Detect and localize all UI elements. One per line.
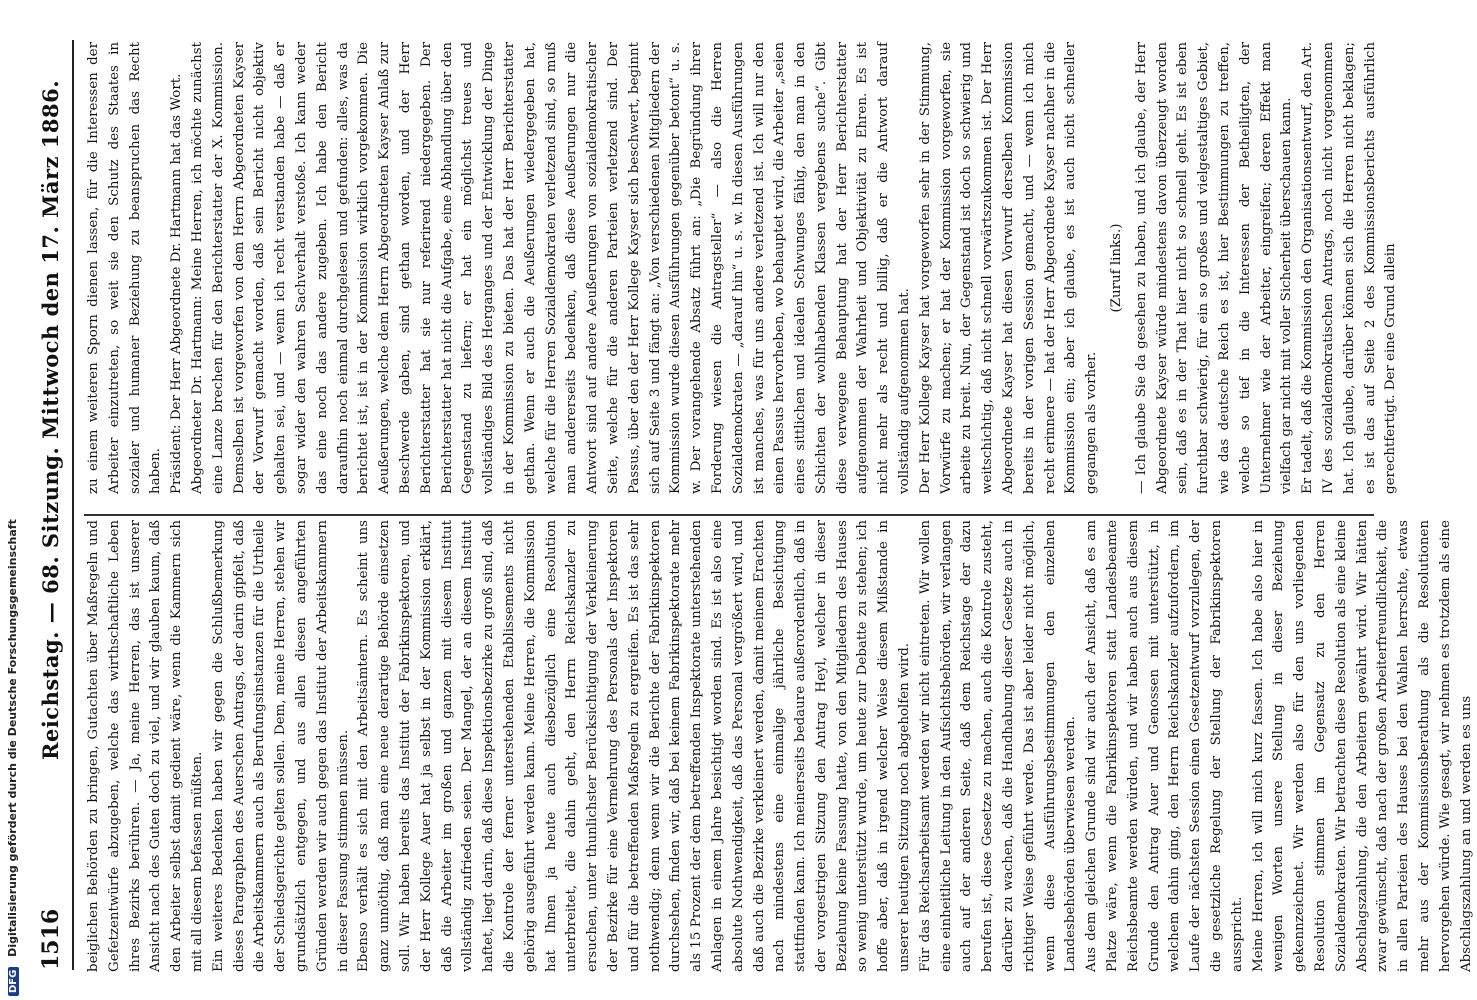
paragraph: Der Herr Kollege Kayser hat vorgeworfen sehr in der Stimmung, Vorwürfe zu machen; er hat der Kommission vorgeworfen, sie arbeite zu breit. Nun, der Gegenstand ist doch so schwierig und weitschichtig, daß nicht schnell vorwärtszukommen ist. Der Herr Abgeordnete Kayser hat diesen Vorwurf derselben Kommission bereits in der vorigen Session gemacht, und — wenn ich mich recht erinnere — hat der Herr Abgeordnete Kayser nachher in die Kommission ein; aber ich glaube, es ist auch nicht schneller gegangen als vorher. — [917, 42, 1100, 494]
dfg-logo: DFG — [8, 967, 19, 996]
speaker-paragraph: Abgeordneter Dr. Hartmann: Meine Herren, ich möchte zunächst eine Lanze brechen für den Berichterstatter der X. Kommission. Demselben ist vorgeworfen von dem Herrn Abgeordneten Kayser der Vorwurf gemacht worden, daß sein Bericht nicht objektiv gehalten sei, und — wenn ich recht verstanden habe — daß er sogar wider den wahren Sachverhalt verstoße. Ich kann weder das eine noch das andere zugeben. Ich habe den Bericht daraufhin noch einmal durchgelesen und gefunden: alles, was da berichtet ist, ist in der Kommission wirklich vorgekommen. Die Aeußerungen, welche dem Herrn Abgeordneten Kayser Anlaß zur Beschwerde gaben, sind gethan worden, und der Herr Berichterstatter hat sie nur referirend niedergegeben. Der Berichterstatter hat nicht die Aufgabe, eine Abhandlung über den Gegenstand zu liefern; er hat ein möglichst treues und vollständiges Bild des Herganges und der Entwicklung der Dinge in der Kommission zu bieten. Das hat der Herr Berichterstatter gethan. Wenn er auch die Aeußerungen wiedergegeben hat, welche für die Herren Sozialdemokraten verletzend sind, so muß man andererseits bedenken, daß diese Aeußerungen nur die Antwort sind auf andere Aeußerungen von sozialdemokratischer Seite, welche für die anderen Parteien verletzend sind. Der Passus, über den der Herr Kollege Kayser sich beschwert, beginnt sich auf Seite 3 und fängt an: „Von verschiedenen Mitgliedern der Kommission wurde diesen Ausführungen gegenüber betont“ u. s. w. Der vorangehende Absatz führt an: „Die Begründung ihrer Forderung wiesen die Antragsteller“ — also die Herren Sozialdemokraten — „darauf hin“ u. s. w. In diesen Ausführungen ist manches, was für uns andere verletzend ist. Ich will nur den einen Passus hervorheben, wo behauptet wird, die Arbeiter „seien eines sittlichen und idealen Schwunges fähig, den man in den Schichten der wohlhabenden Klassen vergebens suche“. Gibt diese verwegene Behauptung hat der Herr Berichterstatter aufgenommen der Wahrheit und Objektivität zu Ehren. Es ist nicht mehr als recht und billig, daß er die Antwort darauf vollständig aufgenommen hat. — [189, 42, 913, 494]
paragraph: Für das Reichsarbeitsamt werden wir nicht eintreten. Wir wollen eine einheitliche Leitung in den Aufsichtsbehörden, wir verlangen auch auf der anderen Seite, daß dem Reichstage der dazu berufen ist, diese Gesetze zu machen, auch die Kontrole zusteht, darüber zu wachen, daß die Handhabung dieser Gesetze auch in richtiger Weise geführt werde. Das ist aber leider nicht möglich, wenn diese Ausführungsbestimmungen den einzelnen Landesbehörden überwiesen werden. — [917, 520, 1079, 972]
paragraph: — Ich glaube Sie da gesehen zu haben, und ich glaube, der Herr Abgeordnete Kayser würde mindestens davon überzeugt worden sein, daß es in der That hier nicht so schnell geht. Es ist eben furchtbar schwierig, für ein so großes und vielgestaltiges Gebiet, wie das deutsche Reich es ist, hier Bestimmungen zu treffen, welche so tief in die Interessen der Betheiligten, der Unternehmer wie der Arbeiter, eingreifen; deren Effekt man vielfach gar nicht mit voller Sicherheit überschauen kann. — [1133, 42, 1295, 494]
paragraph: beiglichen Behörden zu bringen, Gutachten über Maßregeln und Gefetzentwürfe abzugeben, welche das wirthschaftliche Leben ihres Bezirks berühren. — Ja, meine Herren, das ist unserer Ansicht nach des Guten doch zu viel, und wir glauben kaum, daß den Arbeiter selbst damit gedient wäre, wenn die Kammern sich mit all diesem befassen müßten. — [86, 520, 205, 972]
right-column — [84, 42, 1399, 494]
paragraph: Meine Herren, ich will mich kurz fassen. Ich habe also hier in wenigen Worten unsere Stellung in dieser Beziehung gekennzeichnet. Wir werden also für den uns vorliegenden Resolution stimmen im Gegensatz zu den Herren Sozialdemokraten. Wir betrachten diese Resolution als eine kleine Abschlagszahlung, die den Arbeitern gewährt wird. Wir hätten zwar gewünscht, daß nach der großen Arbeiterfreundlichkeit, die in allen Parteien des Hauses bei den Wahlen herrschte, etwas mehr aus der Kommissionsberathung als die Resolutionen hervorgehen würde. Wie gesagt, wir nehmen es trotzdem als eine Abschlagszahlung an und werden es uns — [1250, 520, 1474, 972]
running-title: Reichstag. — 68. Sitzung. Mittwoch den 17. März 1886. — [38, 79, 63, 760]
interjection: (Zuruf links.) — [1109, 223, 1125, 313]
paragraph: Aus dem gleichen Grunde sind wir auch der Ansicht, daß es am Platze wäre, wenn die Fabrikinspektoren statt Landesbeamte Reichsbeamte werden würden, und wir haben auch aus diesem Grunde den Antrag Auer und Genossen mit unterstützt, in welchem dahin ging, den Herrn Reichskanzler aufzufordern, im Laufe der nächsten Session einen Gesetzentwurf vorzulegen, der die gesetzliche Regelung der Stellung der Fabrikinspektoren ausspricht. — [1084, 520, 1245, 972]
paragraph: Ebenso verhält es sich mit den Arbeitsämtern. Es scheint uns ganz unnöthig, daß man eine neue derartige Behörde einsetzen soll. Wir haben bereits das Institut der Fabrikinspektoren, und der Herr Kollege Auer hat ja selbst in der Kommission erklärt, daß die Arbeiter im großen und ganzen mit diesem Institut vollständig zufrieden seien. Der Mangel, der an diesem Institut haftet, liegt darin, daß diese Inspektionsbezirke zu groß sind, daß die Kontrole der ferner unterstehenden Etablissements nicht gehörig ausgeführt werden kann. Meine Herren, die Kommission hat Ihnen ja heute auch diesbezüglich eine Resolution unterbreitet, die dahin geht, den Herrn Reichskanzler zu ersuchen, unter thunlichster Berücksichtigung der Verkleinerung der Bezirke für eine Vermehrung des Personals der Inspektoren und für die betreffenden Maßregeln zu ergreifen. Es ist das sehr nothwendig; denn wenn wir die Berichte der Fabrikinspektoren durchsehen, finden wir, daß bei keinem Fabrikinspektorate mehr als 15 Prozent der dem betreffenden Inspektorate unterstehenden Anlagen in einem Jahre besichtigt worden sind. Es ist also eine absolute Nothwendigkeit, daß das Personal vergrößert wird, und daß auch die Bezirke verkleinert werden, damit meinem Erachten nach mindestens eine einmalige jährliche Besichtigung stattfinden kann. Ich meinerseits bedaure außerordentlich, daß in der vorgestrigen Sitzung den Antrag Heyl, welcher in dieser Beziehung keine Fassung hatte, von den Mitgliedern des Hauses so wenig unterstützt wurde, um heute zur Debatte zu stehen; ich hoffe aber, daß in irgend welcher Weise diesem Mißstande in unserer heutigen Sitzung noch abgeholfen wird. — [356, 520, 913, 972]
left-column — [84, 520, 1474, 972]
paragraph: Ein weiteres Bedenken haben wir gegen die Schlußbemerkung dieses Paragraphen des Auerschen Antrags, der darin gipfelt, daß die Arbeitskammern auch als Berufungsinstanzen für die Urtheile der Schiedsgerichte gelten sollen. Dem, meine Herren, stehen wir grundsätzlich entgegen, und aus allen diesen angeführten Gründen werden wir auch gegen das Institut der Arbeitskammern in dieser Fassung stimmen müssen. — [210, 520, 351, 972]
column-divider — [84, 515, 1374, 517]
page-header — [38, 40, 68, 970]
paragraph: Er tadelt, daß die Kommission den Organisationsentwurf, den Art. IV des sozialdemokratischen Antrags, noch nicht vorgenommen hat. Ich glaube, darüber können sich die Herren nicht beklagen; es ist das auf Seite 2 des Kommissionsberichts ausführlich gerechtfertigt. Der eine Grund allein — [1300, 42, 1399, 494]
paragraph: zu einem weiteren Sporn dienen lassen, für die Interessen der Arbeiter einzutreten, so weit sie den Schutz des Staates in sozialer und humaner Beziehung zu beanspruchen das Recht haben. — [86, 42, 164, 494]
speaker-paragraph: Präsident: Der Herr Abgeordnete Dr. Hartmann hat das Wort. — [169, 73, 185, 494]
header-rule — [72, 40, 74, 970]
digitisation-notice — [6, 436, 22, 996]
page-number: 1516 — [38, 908, 64, 970]
digitisation-text: Digitalisierung gefördert durch die Deutsche Forschungsgemeinschaft — [6, 519, 19, 957]
